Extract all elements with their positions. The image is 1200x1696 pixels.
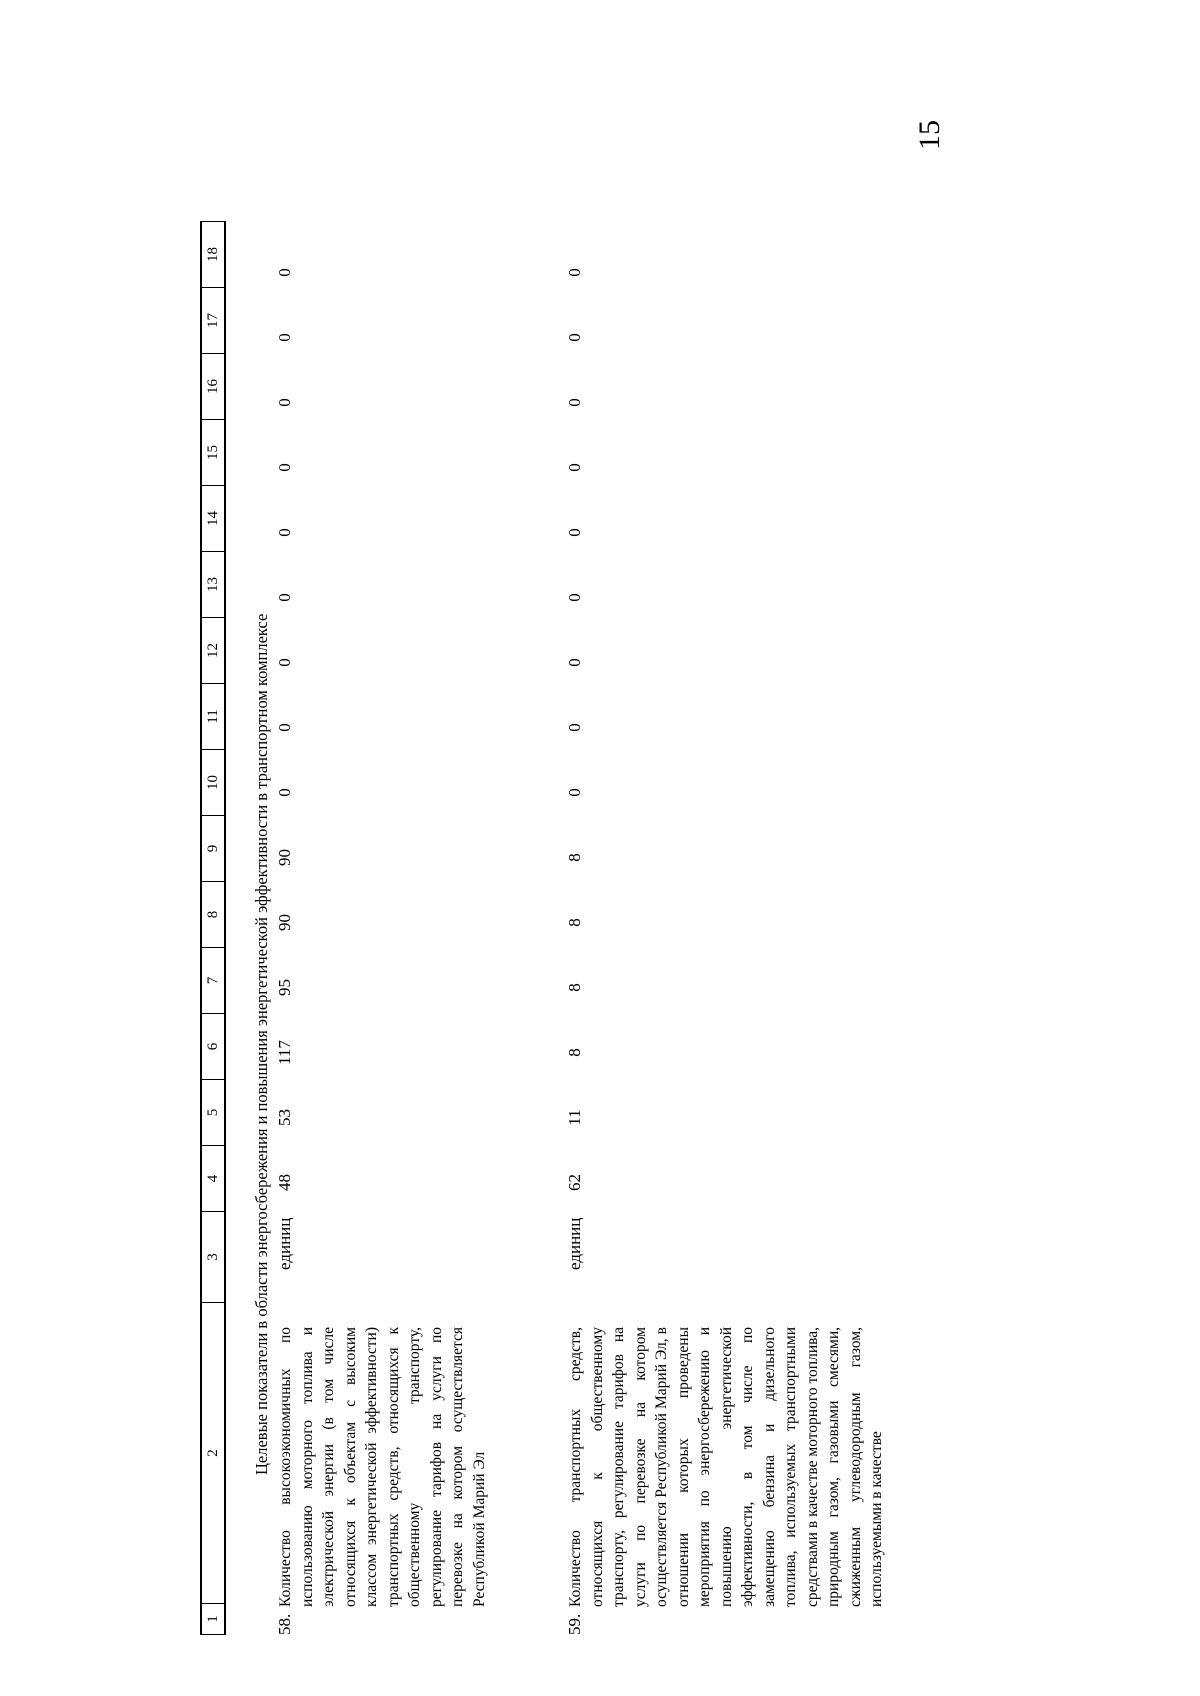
column-header-2: 2 (201, 1303, 225, 1604)
column-header-1: 1 (201, 1604, 225, 1635)
value-col-7: 8 (565, 983, 584, 992)
value-col-14: 0 (275, 528, 294, 537)
value-col-12: 0 (565, 658, 584, 667)
column-header-9: 9 (201, 816, 225, 882)
column-number-header (200, 221, 226, 1635)
column-header-6: 6 (201, 1014, 225, 1080)
value-col-9: 90 (275, 849, 294, 866)
column-header-7: 7 (201, 948, 225, 1014)
column-header-10: 10 (201, 750, 225, 816)
value-col-15: 0 (565, 463, 584, 472)
value-col-6: 8 (565, 1048, 584, 1057)
column-header-16: 16 (201, 354, 225, 420)
page-number: 15 (913, 120, 946, 150)
value-col-18: 0 (275, 268, 294, 277)
value-col-16: 0 (275, 398, 294, 407)
column-header-15: 15 (201, 420, 225, 486)
value-col-8: 90 (275, 914, 294, 931)
row-number: 59. (565, 1613, 584, 1635)
unit-of-measure: единиц (275, 1217, 294, 1270)
value-col-12: 0 (275, 658, 294, 667)
value-col-11: 0 (275, 723, 294, 732)
indicator-name: Количество транспортных средств, относящихся к общественному транспорту, регулирование тарифов на услуги по перевозке на котором осуществляется Республикой Марий Эл, в отношении которых проведены мероприятия по энергосбережению и повышению энергетической эффективности, в том числе по замещению бензина и дизельного топлива, используемых транспортными средствами в качестве моторного топлива, природным газом, газовыми смесями, сжиженным углеводородным газом, используемыми в качестве (567, 1327, 885, 1607)
value-col-6: 117 (275, 1040, 294, 1065)
column-header-11: 11 (201, 684, 225, 750)
value-col-13: 0 (275, 593, 294, 602)
value-col-10: 0 (565, 788, 584, 797)
indicator-name: Количество высокоэкономичных по использованию моторного топлива и электрической энергии (в том числе относящихся к объектам с высоким классом энергетической эффективности) транспортных средств, относящихся к общественному транспорту, регулирование тарифов на услуги по перевозке на котором осуществляется Республикой Марий Эл (277, 1327, 488, 1607)
section-title: Целевые показатели в области энергосбережения и повышения энергетической эффективности в транспортном комплексе (252, 613, 271, 1475)
value-col-4: 48 (275, 1174, 294, 1191)
value-col-18: 0 (565, 268, 584, 277)
column-header-13: 13 (201, 552, 225, 618)
column-header-8: 8 (201, 882, 225, 948)
column-header-12: 12 (201, 618, 225, 684)
value-col-4: 62 (565, 1174, 584, 1191)
value-col-9: 8 (565, 853, 584, 862)
value-col-17: 0 (275, 333, 294, 342)
value-col-5: 53 (275, 1109, 294, 1126)
column-header-17: 17 (201, 288, 225, 354)
value-col-17: 0 (565, 333, 584, 342)
value-col-15: 0 (275, 463, 294, 472)
value-col-7: 95 (275, 979, 294, 996)
value-col-8: 8 (565, 918, 584, 927)
value-col-16: 0 (565, 398, 584, 407)
value-col-10: 0 (275, 788, 294, 797)
value-col-13: 0 (565, 593, 584, 602)
column-header-5: 5 (201, 1080, 225, 1146)
column-header-14: 14 (201, 486, 225, 552)
row-number: 58. (275, 1613, 294, 1635)
value-col-11: 0 (565, 723, 584, 732)
unit-of-measure: единиц (565, 1217, 584, 1270)
column-header-3: 3 (201, 1212, 225, 1303)
value-col-14: 0 (565, 528, 584, 537)
rotated-table (200, 135, 970, 1635)
column-header-18: 18 (201, 222, 225, 288)
column-header-4: 4 (201, 1146, 225, 1212)
value-col-5: 11 (565, 1109, 584, 1126)
